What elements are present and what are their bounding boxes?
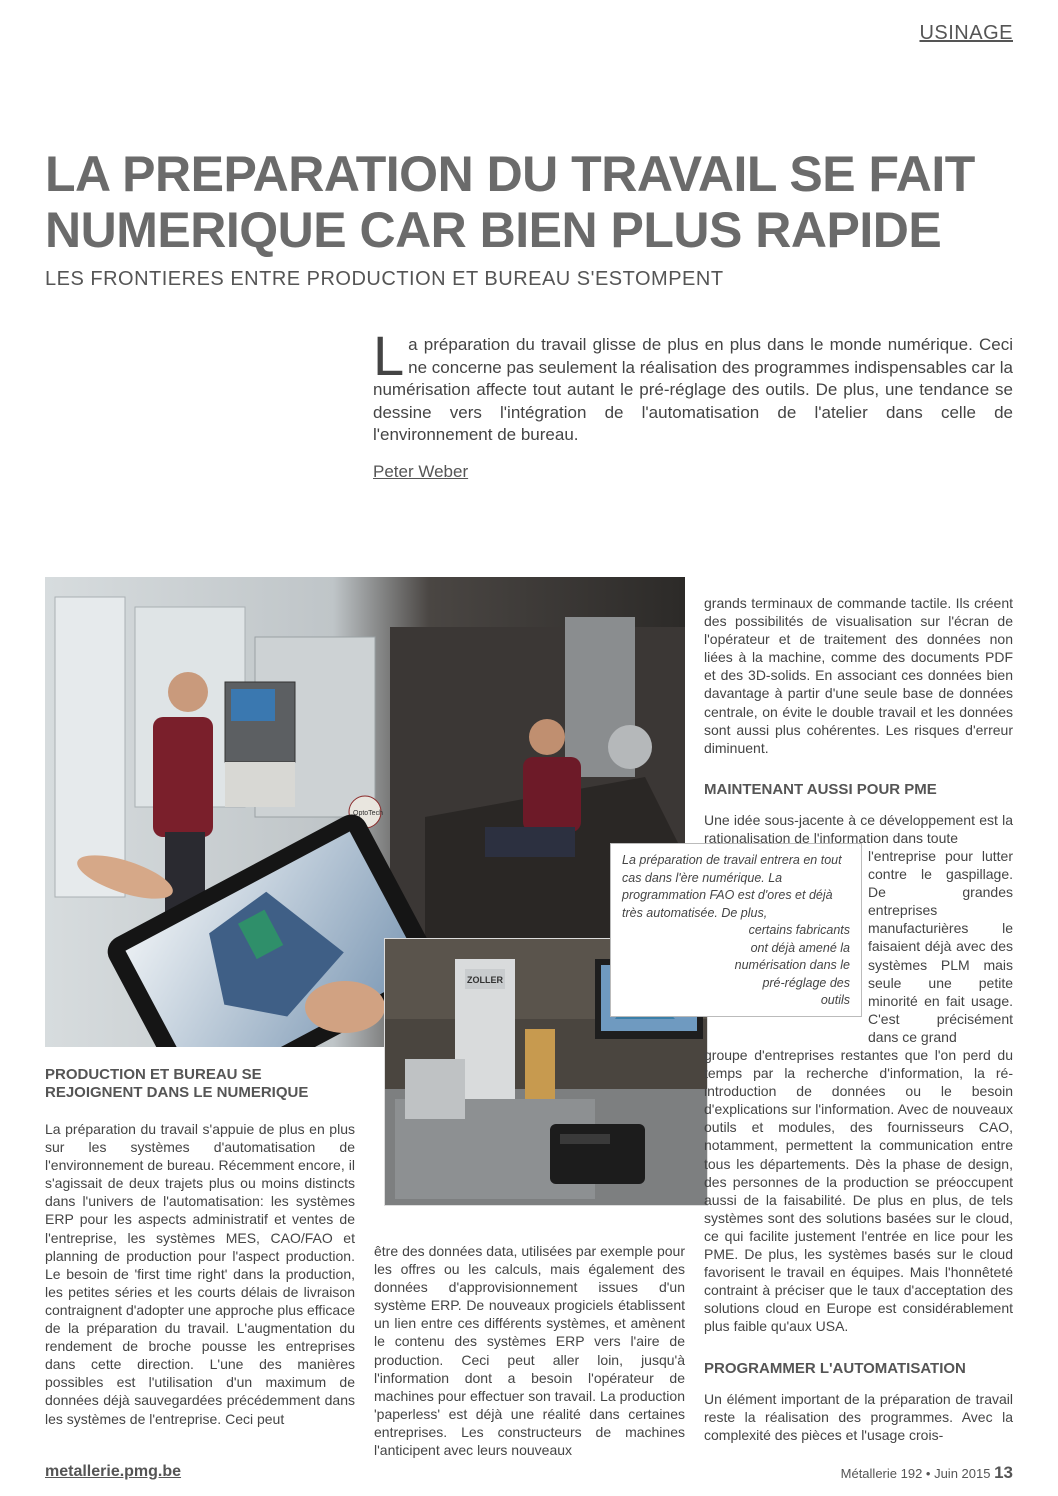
footer-issue xyxy=(841,1463,1013,1483)
column-3-pme-narrow: l'entreprise pour lutter contre le gaspillage. De grandes entreprises manufacturières le faisaient déjà avec des systèmes PLM mais seule une petite minorité en fait usage. C'est précisément dans ce grand xyxy=(868,848,1013,1045)
drop-cap: L xyxy=(373,324,405,387)
section-heading-production: PRODUCTION ET BUREAU SE REJOIGNENT DANS LE NUMERIQUE xyxy=(45,1066,309,1101)
section-heading-automatisation: PROGRAMMER L'AUTOMATISATION xyxy=(704,1359,966,1377)
author-byline[interactable]: Peter Weber xyxy=(373,462,469,481)
column-1-text: La préparation du travail s'appuie de plus en plus sur les systèmes d'automatisation de l'environnement de bureau. Récemment encore, il s'agissait de deux trajets plus ou moins distincts dans l'univers de l'automatisation: les systèmes ERP pour les aspects administratif et ventes de l'entreprise, les systèmes MES, CAO/FAO et planning de production pour l'aspect production. Le besoin de 'first time right' dans la production, les petites séries et les courts délais de livraison contraignent d'adopter une approche plus efficace de la préparation du travail. L'augmentation du rendement de broche pousse les entreprises dans cette direction. L'une des manières possibles est l'utilisation d'un maximum de données déjà sauvegardées précédemment dans les systèmes de l'entreprise. Ceci peut xyxy=(45,1121,355,1427)
column-3-intro: grands terminaux de commande tactile. Ils créent des possibilités de visualisation sur l'écran de l'opérateur et de traitement des données non liées à la machine, comme des documents PDF et des 3D-solids. En associant ces données bien davantage à partir d'une seule base de données centrale, on évite le double travail et les données sont aussi plus cohérentes. Les risques d'erreur diminuent. xyxy=(704,595,1013,756)
footer-website-link[interactable]: metallerie.pmg.be xyxy=(45,1463,182,1480)
column-3-pme-rest: groupe d'entreprises restantes que l'on perd du temps par la recherche d'information, la ré-introduction de données ou le besoin d'explications sur l'information. Avec de nouveaux outils et modules, des fournisseurs CAO, notamment, permettent la communication entre tous les départements. Dès la phase de design, des personnes de la production se préoccupent aussi de la faisabilité. De plus en plus, de tels systèmes sont des solutions basées sur le cloud, ce qui facilite justement l'entrée en lice pour les PME. De plus, les systèmes basés sur le cloud favorisent le travail en équipes. Mais l'honnêteté contraint à préciser que le taux d'acceptation des solutions cloud en Europe est considérablement plus faible qu'aux USA. xyxy=(704,1047,1013,1335)
article-subtitle: LES FRONTIERES ENTRE PRODUCTION ET BUREAU S'ESTOMPENT xyxy=(45,268,724,290)
lead-text: a préparation du travail glisse de plus en plus dans le monde numérique. Ceci ne concerne pas seulement la réalisation des programmes indispensables car la numérisation affecte tout autant le pré-réglage des outils. De plus, une tendance se dessine vers l'intégration de l'automatisation de l'atelier dans celle de l'environnement de bureau. xyxy=(373,335,1013,444)
caption-narrow xyxy=(730,922,850,1010)
caption-text-bottom: certains fabricants ont déjà amené la numérisation dans le pré-réglage des outils xyxy=(734,923,850,1007)
caption-wide xyxy=(622,852,850,922)
column-3-top xyxy=(704,580,1013,861)
issue-label: Métallerie 192 • Juin 2015 xyxy=(840,1466,991,1481)
column-3-pme-start: Une idée sous-jacente à ce développement est la rationalisation de l'information dans toute xyxy=(704,811,1013,846)
zoller-label: ZOLLER xyxy=(467,975,503,985)
caption-text-top: La préparation de travail entrera en tout cas dans l'ère numérique. La programmation FAO est d'ores et déjà très automatisée. De plus, xyxy=(622,853,842,920)
section-tag[interactable]: USINAGE xyxy=(919,22,1013,44)
column-3-narrow xyxy=(868,833,1013,1060)
optotech-badge: OptoTech xyxy=(353,810,383,817)
title-line-1: LA PREPARATION DU TRAVAIL SE FAIT xyxy=(45,146,975,202)
column-3-bottom xyxy=(704,1032,1013,1458)
page-number: 13 xyxy=(994,1463,1013,1482)
section-heading-pme: MAINTENANT AUSSI POUR PME xyxy=(704,780,937,798)
column-2 xyxy=(374,1228,685,1473)
lead-paragraph xyxy=(373,324,1013,447)
column-1 xyxy=(45,1066,355,1442)
title-line-2: NUMERIQUE CAR BIEN PLUS RAPIDE xyxy=(45,202,942,258)
column-2-text: être des données data, utilisées par exemple pour les offres ou les calculs, mais également des données d'approvisionnement issues d'un système ERP. De nouveaux progiciels établissent un lien entre ces différents systèmes, et amènent le contenu des systèmes ERP vers l'aire de production. Ceci peut aller loin, jusqu'à l'information dont a besoin l'opérateur de machines pour effectuer son travail. La production 'paperless' est déjà une réalité dans certaines entreprises. Les constructeurs de machines l'anticipent avec leurs nouveaux xyxy=(374,1243,685,1459)
article-title xyxy=(45,146,1005,258)
column-3-automatisation: Un élément important de la préparation de travail reste la réalisation des programmes. Avec la complexité des pièces et l'usage crois- xyxy=(704,1390,1013,1443)
